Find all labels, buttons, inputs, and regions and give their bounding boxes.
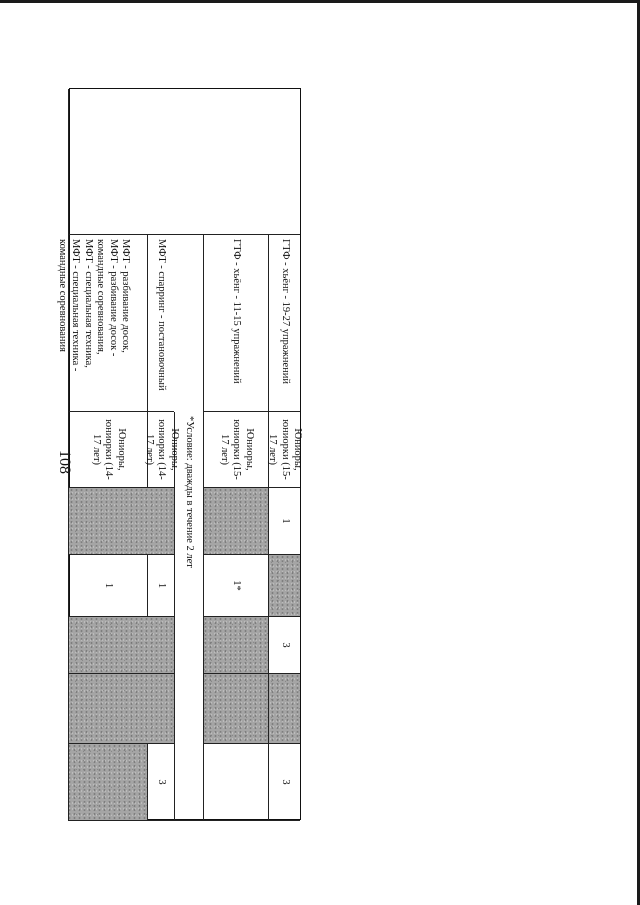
discipline-cell: МФТ - разбивание досок, МФТ - разбивание досок - командные соревнования, МФТ - специальная техника, МФТ - специальная техника - командные соревнования — [68, 235, 147, 412]
discipline-cell: МФТ - спарринг - постановочный — [147, 235, 174, 412]
shaded-cell — [203, 617, 268, 674]
age-cell: Юниоры, юниорки (15-17 лет) — [268, 412, 300, 488]
value-cell: 1 — [268, 488, 300, 555]
empty-cell — [203, 744, 268, 821]
shaded-cell — [68, 617, 174, 674]
age-cell: Юниоры, юниорки (15-17 лет) — [203, 412, 268, 488]
value-cell: 1 — [68, 555, 147, 617]
empty-first-column — [68, 89, 300, 235]
discipline-cell: ГТФ - хьёнг - 19-27 упражнений — [268, 235, 300, 412]
footnote: *Условие: дважды в течение 2 лет — [174, 412, 203, 821]
page-number-text: 108 — [56, 450, 73, 474]
value-cell: 3 — [268, 617, 300, 674]
shaded-cell — [203, 674, 268, 744]
value-cell: 1* — [203, 555, 268, 617]
shaded-cell — [68, 744, 147, 821]
shaded-cell — [68, 488, 174, 555]
shaded-cell — [268, 555, 300, 617]
age-cell: Юниоры, юниорки (14-17 лет) — [147, 412, 174, 488]
value-cell: 3 — [147, 744, 174, 821]
value-cell: 3 — [268, 744, 300, 821]
shaded-cell — [203, 488, 268, 555]
shaded-cell — [268, 674, 300, 744]
discipline-cell: ГТФ - хьёнг - 11-15 упражнений — [203, 235, 268, 412]
value-cell: 1 — [147, 555, 174, 617]
shaded-cell — [68, 674, 174, 744]
page-edge-top — [0, 0, 640, 3]
age-cell: Юниоры, юниорки (14-17 лет) — [68, 412, 147, 488]
